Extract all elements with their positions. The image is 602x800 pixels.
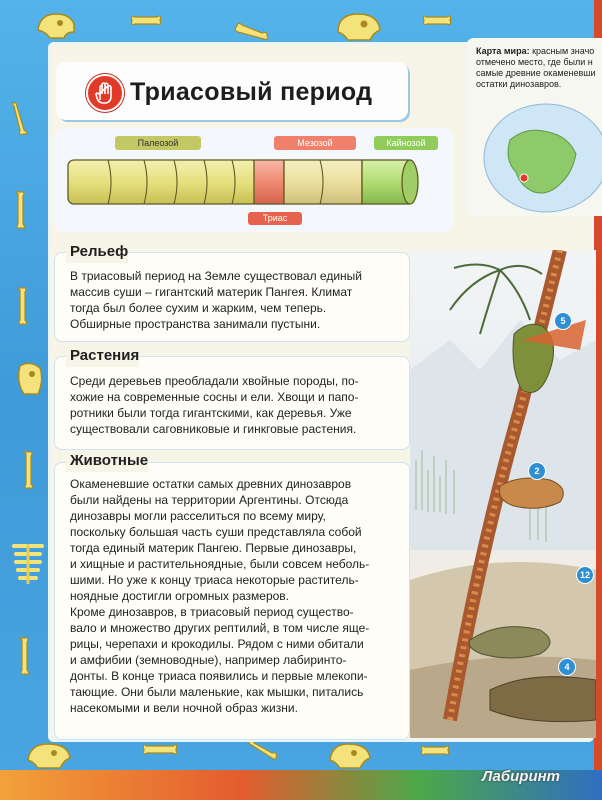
skull-icon [14,360,46,398]
timeline-cylinder [64,156,424,210]
text-line: насекомыми и вели ночной образ жизни. [70,701,298,715]
text-line: ротники были тогда гигантскими, как деревья. Уже [70,406,352,420]
text-line: Среди деревьев преобладали хвойные породы, по- [70,374,359,388]
text-line: ноядные достигли огромных размеров. [70,589,290,603]
skull-icon [34,8,78,42]
text-line: шими. Но уже к концу триаса некоторые раститель- [70,573,359,587]
skull-icon [334,6,384,46]
section-heading-animals: Животные [66,450,148,472]
bone-icon [128,12,164,30]
era-label-triassic: Триас [248,212,302,225]
bone-icon [18,450,40,490]
section-heading-plants: Растения [66,345,139,367]
text-line: В триасовый период на Земле существовал единый [70,269,362,283]
text-line: и амфибии (земноводные), например лабиринто- [70,653,347,667]
ribcage-icon [10,540,46,588]
map-caption-line1: красным значо [529,46,595,56]
text-line: Окаменевшие остатки самых древних динозавров [70,477,352,491]
text-line: тогда был более сухим и жарким, чем теперь. [70,301,327,315]
map-caption-line2: отмечено место, где были н [476,57,593,67]
map-caption-line3: самые древние окаменевши [476,68,596,78]
bone-icon [418,742,452,760]
bone-icon [140,740,180,760]
text-line: рицы, черепахи и крокодилы. Рядом с ними обитали [70,637,364,651]
hand-icon [86,74,124,112]
text-line: тогда единый материк Пангею. Первые динозавры, [70,541,357,555]
text-line: Кроме динозавров, в триасовый период существо- [70,605,354,619]
text-line: динозавры могли расселиться по всему миру, [70,509,326,523]
hand-icon-glyph [88,76,122,110]
bone-icon [10,190,32,230]
page-title: Триасовый период [130,78,373,106]
skull-icon [24,738,74,774]
era-label-paleozoic: Палеозой [115,136,201,150]
triassic-scene-illustration [410,250,596,738]
map-caption-label: Карта мира: [476,46,530,56]
skull-icon [326,738,374,772]
bone-icon [12,286,34,326]
illustration-marker-4: 4 [558,658,576,676]
watermark-text: Лабиринт [482,768,561,785]
section-text-plants [70,373,402,437]
section-text-animals [70,476,402,716]
era-label-cenozoic: Кайнозой [374,136,438,150]
globe-map-image [476,100,602,214]
text-line: Обширные пространства занимали пустыни. [70,317,321,331]
map-caption-line4: остатки динозавров. [476,79,562,89]
fossil-location-marker [520,174,528,182]
bone-icon [14,636,36,676]
text-line: вало и множество других рептилий, в том числе яще- [70,621,370,635]
text-line: поскольку большая часть суши представляла собой [70,525,362,539]
bone-icon [420,12,454,30]
world-map-caption [476,46,602,90]
era-label-mesozoic: Мезозой [274,136,356,150]
section-text-relief [70,268,402,332]
illustration-marker-5: 5 [554,312,572,330]
bone-icon [8,100,32,136]
text-line: массив суши – гигантский материк Пангея. Климат [70,285,353,299]
illustration-marker-12: 12 [576,566,594,584]
text-line: хожие на современные сосны и ели. Хвощи и папо- [70,390,359,404]
text-line: донты. В конце триаса появились и первые млекопи- [70,669,368,683]
section-heading-relief: Рельеф [66,241,128,263]
illustration-marker-2: 2 [528,462,546,480]
bone-icon [232,18,272,42]
text-line: были найдены на территории Аргентины. Отсюда [70,493,349,507]
text-line: существовали саговниковые и гинкговые растения. [70,422,357,436]
text-line: тающие. Они были маленькие, как мышки, питались [70,685,364,699]
text-line: и хищные и растительноядные, были совсем неболь- [70,557,370,571]
